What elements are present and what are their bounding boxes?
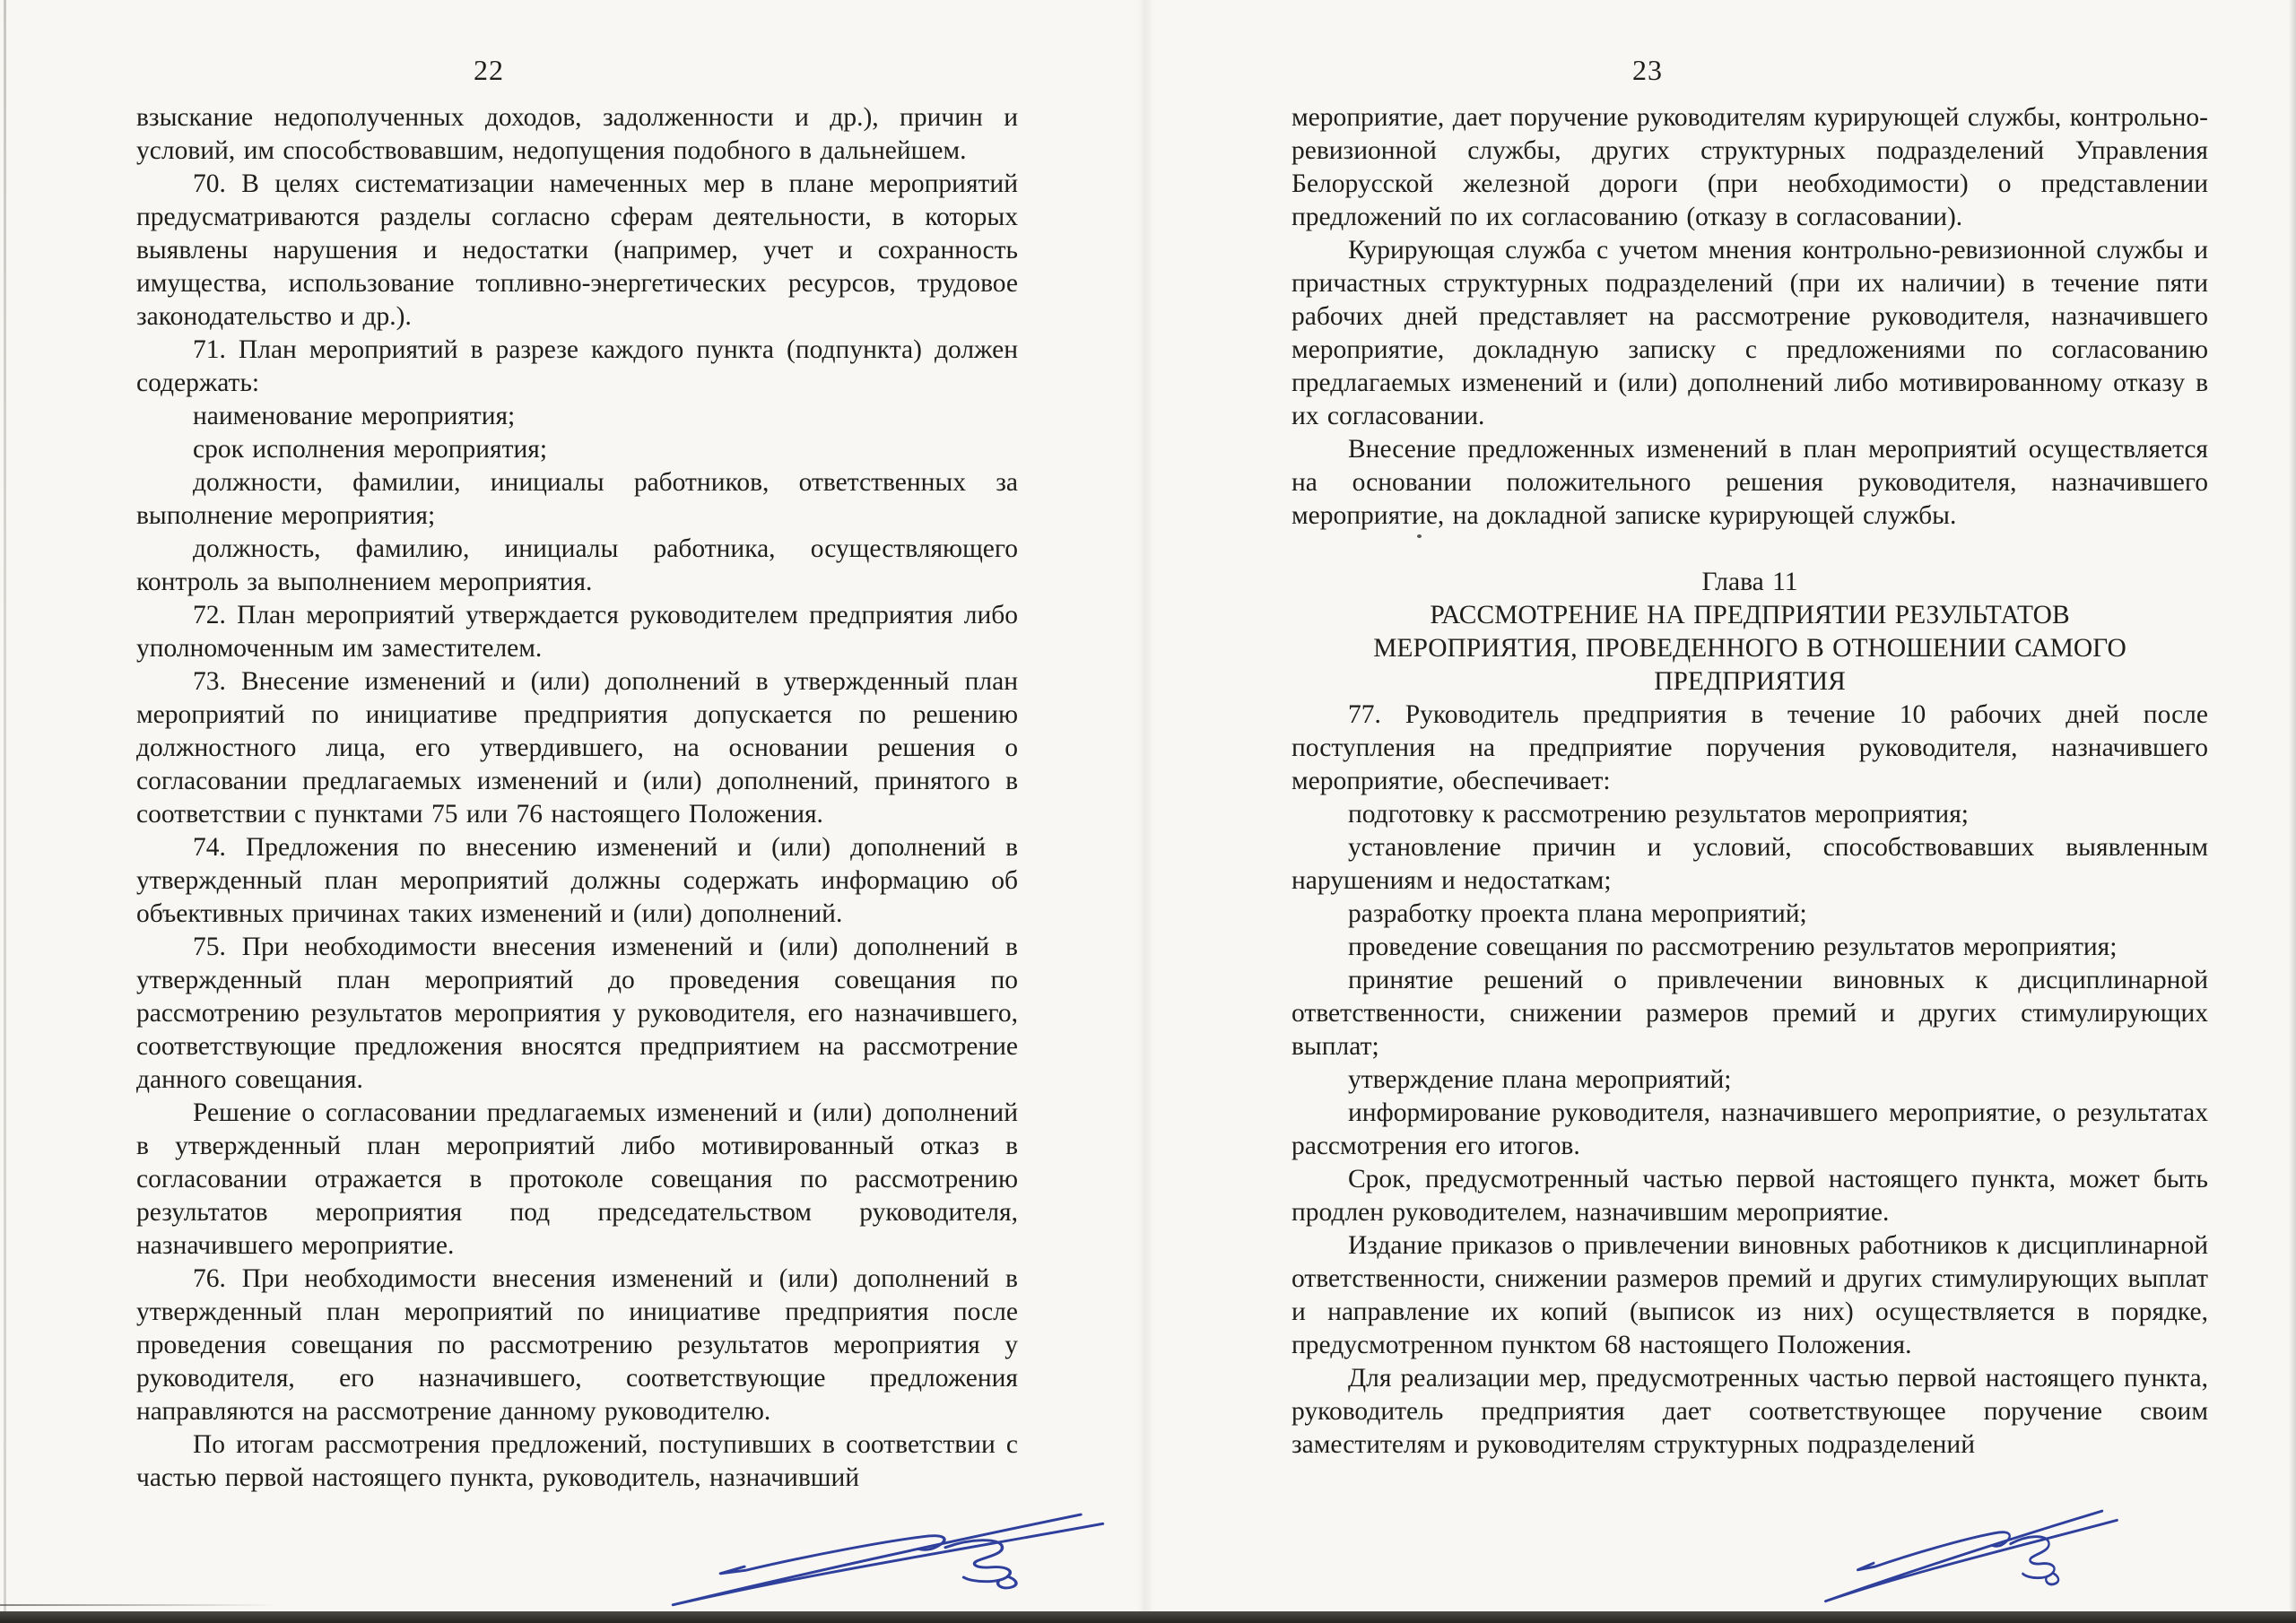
signature-ink <box>653 1499 1128 1614</box>
scan-edge-left <box>4 0 6 1623</box>
paragraph: мероприятие, дает поручение руководителям курирующей службы, контрольно-ревизионной службы, других структурных подразделений Управления Белорусской железной дороги (при необходимости) о представлении предложений по их согласованию (отказу в согласовании). <box>1292 103 2208 231</box>
paragraph: разработку проекта плана мероприятий; <box>1348 899 1807 928</box>
chapter-heading-line: ПРЕДПРИЯТИЯ <box>1654 667 1846 696</box>
paragraph: срок исполнения мероприятия; <box>193 435 548 464</box>
paragraph: взыскание недополученных доходов, задолженности и др.), причин и условий, им способствовавшим, недопущения подобного в дальнейшем. <box>136 103 1018 165</box>
page-number: 22 <box>474 54 504 86</box>
paragraph: Издание приказов о привлечении виновных работников к дисциплинарной ответственности, снижении размеров премий и других стимулирующих выплат и направление их копий (выписок из них) осуществляется в порядке, предусмотренном пунктом 68 настоящего Положения. <box>1292 1231 2208 1359</box>
scan-edge-right <box>2289 0 2296 1623</box>
paragraph: Для реализации мер, предусмотренных частью первой настоящего пункта, руководитель предприятия дает соответствующее поручение своим заместителям и руководителям структурных подразделений <box>1292 1364 2208 1459</box>
scan-scratch-artifact <box>0 1604 278 1606</box>
paragraph: Внесение предложенных изменений в план мероприятий осуществляется на основании положительного решения руководителя, назначившего мероприятие, на докладной записке курирующей службы. <box>1292 435 2208 530</box>
paragraph: 74. Предложения по внесению изменений и (или) дополнений в утвержденный план мероприятий должны содержать информацию об объективных причинах таких изменений и (или) дополнений. <box>136 833 1018 928</box>
signature-ink <box>1812 1496 2135 1610</box>
scan-speck-artifact <box>1417 534 1422 538</box>
paragraph: 76. При необходимости внесения изменений и (или) дополнений в утвержденный план мероприятий по инициативе предприятия после проведения совещания по рассмотрению результатов мероприятия у руководителя, его назначившего, соответствующие предложения направляются на рассмотрение данному руководителю. <box>136 1264 1018 1426</box>
paragraph: 71. План мероприятий в разрезе каждого пункта (подпункта) должен содержать: <box>136 335 1018 397</box>
paragraph: должности, фамилии, инициалы работников, ответственных за выполнение мероприятия; <box>136 468 1018 530</box>
paragraph: наименование мероприятия; <box>193 402 516 430</box>
document-page-23 <box>1148 0 2296 1623</box>
page-text-column <box>1292 101 2208 1462</box>
chapter-heading-line: РАССМОТРЕНИЕ НА ПРЕДПРИЯТИИ РЕЗУЛЬТАТОВ <box>1430 601 2070 629</box>
paragraph: проведение совещания по рассмотрению результатов мероприятия; <box>1348 933 2118 961</box>
chapter-number-heading: Глава 11 <box>1701 568 1798 596</box>
paragraph: По итогам рассмотрения предложений, поступивших в соответствии с частью первой настоящего пункта, руководитель, назначивший <box>136 1430 1018 1492</box>
paragraph: установление причин и условий, способствовавших выявленным нарушениям и недостаткам; <box>1292 833 2208 895</box>
paragraph: 73. Внесение изменений и (или) дополнений в утвержденный план мероприятий по инициативе предприятия допускается по решению должностного лица, его утвердившего, на основании решения о согласовании предлагаемых изменений и (или) дополнений, принятого в соответствии с пунктами 75 или 76 настоящего Положения. <box>136 667 1018 829</box>
paragraph: принятие решений о привлечении виновных к дисциплинарной ответственности, снижении размеров премий и других стимулирующих выплат; <box>1292 966 2208 1061</box>
paragraph: должность, фамилию, инициалы работника, осуществляющего контроль за выполнением мероприятия. <box>136 534 1018 596</box>
page-number: 23 <box>1632 54 1663 86</box>
paragraph: Срок, предусмотренный частью первой настоящего пункта, может быть продлен руководителем, назначившим мероприятие. <box>1292 1165 2208 1227</box>
paragraph: утверждение плана мероприятий; <box>1348 1065 1732 1094</box>
page-text-column <box>136 101 1018 1495</box>
paragraph: 70. В целях систематизации намеченных мер в плане мероприятий предусматриваются разделы согласно сферам деятельности, в которых выявлены нарушения и недостатки (например, учет и сохранность имущества, использование топливно-энергетических ресурсов, трудовое законодательство и др.). <box>136 169 1018 331</box>
page-fold-gutter <box>1137 0 1153 1623</box>
paragraph: Решение о согласовании предлагаемых изменений и (или) дополнений в утвержденный план мероприятий либо мотивированный отказ в согласовании отражается в протоколе совещания по рассмотрению результатов мероприятия под председательством руководителя, назначившего мероприятие. <box>136 1098 1018 1260</box>
scan-edge-bottom <box>0 1611 2296 1623</box>
paragraph: 77. Руководитель предприятия в течение 10 рабочих дней после поступления на предприятие поручения руководителя, назначившего мероприятие, обеспечивает: <box>1292 700 2208 795</box>
paragraph: Курирующая служба с учетом мнения контрольно-ревизионной службы и причастных структурных подразделений (при их наличии) в течение пяти рабочих дней представляет на рассмотрение руководителя, назначившего мероприятие, докладную записку с предложениями по согласованию предлагаемых изменений и (или) дополнений либо мотивированному отказу в их согласовании. <box>1292 236 2208 430</box>
paragraph: информирование руководителя, назначившего мероприятие, о результатах рассмотрения его итогов. <box>1292 1098 2208 1160</box>
chapter-heading-line: МЕРОПРИЯТИЯ, ПРОВЕДЕННОГО В ОТНОШЕНИИ САМОГО <box>1373 634 2126 663</box>
paragraph: подготовку к рассмотрению результатов мероприятия; <box>1348 800 1969 829</box>
paragraph: 72. План мероприятий утверждается руководителем предприятия либо уполномоченным им заместителем. <box>136 601 1018 663</box>
paragraph: 75. При необходимости внесения изменений и (или) дополнений в утвержденный план мероприятий до проведения совещания по рассмотрению результатов мероприятия у руководителя, его назначившего, соответствующие предложения вносятся предприятием на рассмотрение данного совещания. <box>136 933 1018 1094</box>
